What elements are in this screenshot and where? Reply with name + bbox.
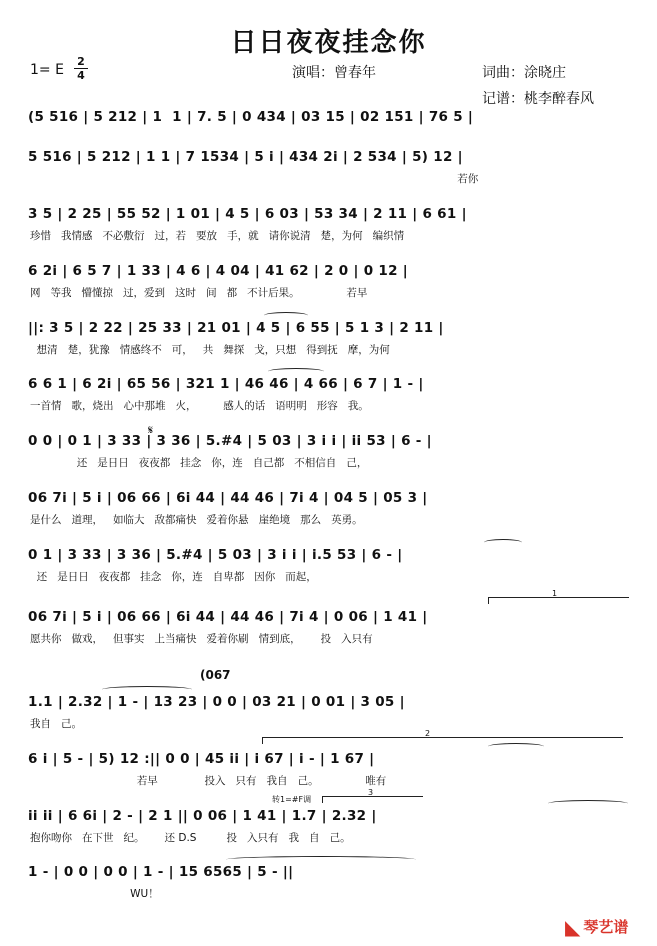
lyrics-line: 愿共你 做戏， 但事实 上当痛快 爱着你刷 情到底， 投 入只有	[30, 633, 373, 645]
notes-line: 0 1 | 3 33 | 3 36 | 5.#4 | 5 03 | 3 i i | i.5 53 | 6 - |	[28, 547, 403, 563]
volta-bracket-2	[262, 729, 623, 744]
slur	[264, 312, 308, 319]
volta-bracket-3	[322, 788, 423, 803]
watermark-logo	[565, 916, 628, 937]
slur	[102, 686, 192, 693]
notes-line: (5 516 | 5 212 | 1 1 | 7. 5 | 0 434 | 03 15 | 02 151 | 76 5 |	[28, 109, 474, 125]
volta-number: 1	[552, 589, 558, 598]
notes-line: 06 7i | 5 i | 06 66 | 6i 44 | 44 46 | 7i 4 | 0 06 | 1 41 |	[28, 609, 428, 625]
time-signature	[74, 56, 88, 81]
lyrics-line: WU！	[30, 888, 159, 900]
notes-line: 1.1 | 2.32 | 1 - | 13 23 | 0 0 | 03 21 | 0 01 | 3 05 |	[28, 694, 405, 710]
slur	[548, 800, 628, 807]
lyrics-line: 一首情 歌，烧出 心中那堆 火， 感人的话 语明明 形容 我。	[30, 400, 369, 412]
key-signature: 1= E	[30, 62, 64, 78]
slur	[268, 368, 324, 375]
notes-line: ||: 3 5 | 2 22 | 25 33 | 21 01 | 4 5 | 6 55 | 5 1 3 | 2 11 |	[28, 320, 444, 336]
slur	[226, 856, 416, 863]
notes-line: 6 i | 5 - | 5) 12 :|| 0 0 | 45 ii | i 67 | i - | 1 67 |	[28, 751, 375, 767]
logo-text: 琴艺谱	[583, 918, 629, 936]
lyrics-line: 还 是日日 夜夜都 挂念 你，连 自卑都 因你 而起，	[30, 571, 317, 583]
slur	[488, 743, 544, 750]
lyrics-line: 珍惜 我情感 不必敷衍 过，若 要放 手，就 请你说清 楚，为何 编织情	[30, 230, 405, 242]
notes-line: ii ii | 6 6i | 2 - | 2 1 || 0 06 | 1 41 | 1.7 | 2.32 |	[28, 808, 377, 824]
time-signature-top: 2	[77, 55, 85, 68]
volta-bracket-1	[488, 589, 629, 604]
notes-line: 1 - | 0 0 | 0 0 | 1 - | 15 6565 | 5 - ||	[28, 864, 294, 880]
qinyipu-logo-icon: ◣	[565, 914, 581, 939]
lyrics-line: 是什么 道理， 如临大 敌都痛快 爱着你悬 崖绝境 那么 英勇。	[30, 514, 363, 526]
composer-credit: 词曲：涂晓庄	[482, 65, 566, 81]
pickup-notes: (067	[200, 668, 231, 682]
volta-number: 3	[368, 788, 374, 797]
segno-mark: 𝄋	[148, 423, 154, 437]
notes-line: 3 5 | 2 25 | 55 52 | 1 01 | 4 5 | 6 03 | 53 34 | 2 11 | 6 61 |	[28, 206, 467, 222]
transcriber-credit: 记谱：桃李醉春风	[482, 91, 594, 107]
lyrics-line: 若你	[30, 173, 479, 185]
notes-line: 5 516 | 5 212 | 1 1 | 7 1534 | 5 i | 434 2i | 2 534 | 5) 12 |	[28, 149, 463, 165]
page-title: 日日夜夜挂念你	[230, 28, 427, 58]
key-change-label: 转1=#F调	[272, 795, 312, 804]
notes-line: 06 7i | 5 i | 06 66 | 6i 44 | 44 46 | 7i 4 | 04 5 | 05 3 |	[28, 490, 428, 506]
notes-line: 6 2i | 6 5 7 | 1 33 | 4 6 | 4 04 | 41 62 | 2 0 | 0 12 |	[28, 263, 409, 279]
lyrics-line: 网 等我 懵懂掠 过，爱到 这时 间 都 不计后果。 若早	[30, 287, 368, 299]
lyrics-line: 想清 楚，犹豫 情感终不 可， 共 舞探 戈，只想 得到抚 摩，为何	[30, 344, 390, 356]
lyrics-line: 我自 己。	[30, 718, 83, 730]
notes-line: 6 6 1 | 6 2i | 65 56 | 321 1 | 46 46 | 4 66 | 6 7 | 1 - |	[28, 376, 424, 392]
singer-credit: 演唱：曾春年	[292, 65, 376, 81]
time-signature-bottom: 4	[77, 69, 85, 82]
lyrics-line: 抱你吻你 在下世 纪。 还 D.S 投 入只有 我 自 己。	[30, 832, 351, 844]
notes-line: 0 0 | 0 1 | 3 33 | 3 36 | 5.#4 | 5 03 | 3 i i | ii 53 | 6 - |	[28, 433, 432, 449]
volta-number: 2	[425, 729, 431, 738]
lyrics-line: 还 是日日 夜夜都 挂念 你，连 自己都 不相信自 己，	[30, 457, 368, 469]
slur	[484, 539, 522, 546]
lyrics-line: 若早 投入 只有 我自 己。 唯有	[30, 775, 387, 787]
